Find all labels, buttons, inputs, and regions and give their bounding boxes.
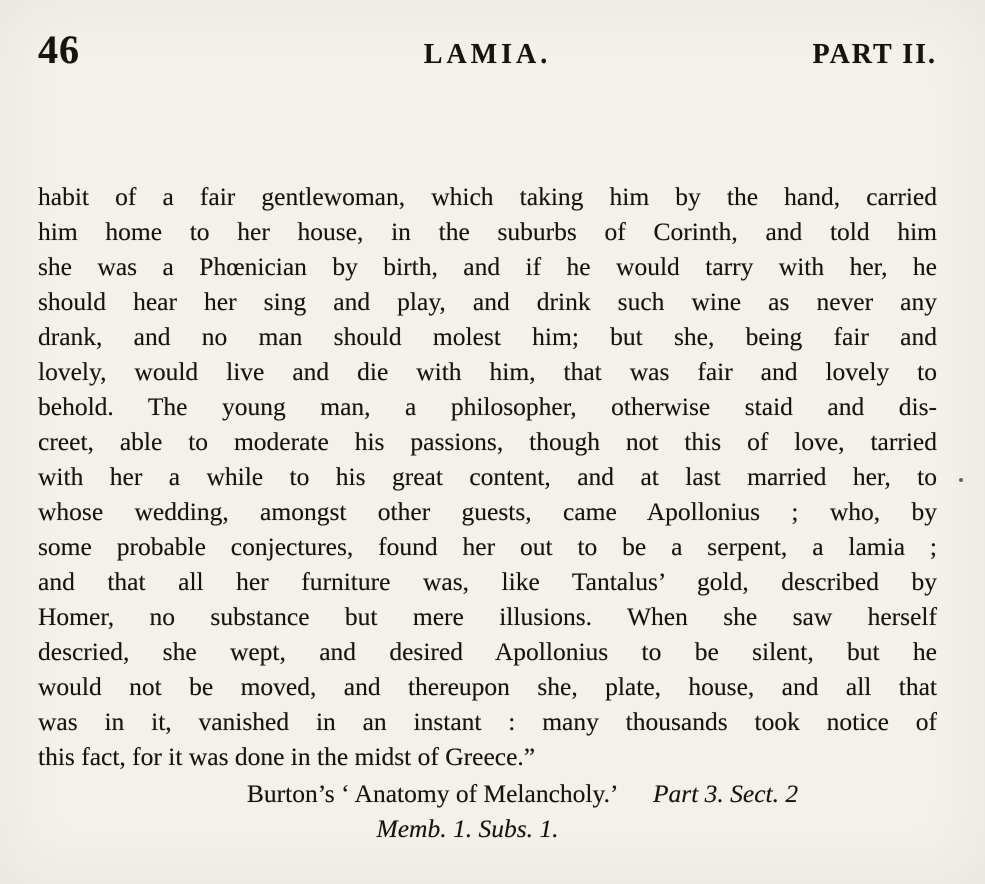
attribution-citation: Part 3. Sect. 2 [652,779,799,808]
body-line: whose wedding, amongst other guests, came Apollonius ; who, by [38,497,937,526]
body-line: him home to her house, in the suburbs of Corinth, and told him [38,217,937,246]
body-line: creet, able to moderate his passions, though not this of love, tarried [38,427,937,456]
body-text [38,179,937,846]
page-header [38,26,937,73]
body-line: she was a Phœnician by birth, and if he would tarry with her, he [38,252,937,281]
body-line: would not be moved, and thereupon she, plate, house, and all that [38,672,937,701]
body-line: some probable conjectures, found her out to be a serpent, a lamia ; [38,532,937,561]
body-line: was in it, vanished in an instant : many thousands took notice of [38,707,937,736]
running-title: LAMIA. [423,39,552,70]
body-line: this fact, for it was done in the midst of Greece.” [38,742,536,771]
body-line: with her a while to his great content, and at last married her, to [38,462,937,491]
part-label: PART II. [812,39,937,70]
body-line: drank, and no man should molest him; but she, being fair and [38,322,937,351]
body-line: lovely, would live and die with him, that was fair and lovely to [38,357,937,386]
body-line: and that all her furniture was, like Tantalus’ gold, described by [38,567,937,596]
attribution-line [38,776,937,811]
page-number: 46 [38,27,80,72]
body-line: descried, she wept, and desired Apollonius to be silent, but he [38,637,937,666]
attribution-source: Burton’s ‘ Anatomy of Melancholy.’ [246,779,617,808]
scan-artifact-dot [959,478,963,482]
body-line: should hear her sing and play, and drink such wine as never any [38,287,937,316]
body-line: Homer, no substance but mere illusions. When she saw herself [38,602,937,631]
attribution-citation-2: Memb. 1. Subs. 1. [376,814,559,843]
body-line: habit of a fair gentlewoman, which taking him by the hand, carried [38,182,937,211]
body-line: behold. The young man, a philosopher, otherwise staid and dis- [38,392,937,421]
